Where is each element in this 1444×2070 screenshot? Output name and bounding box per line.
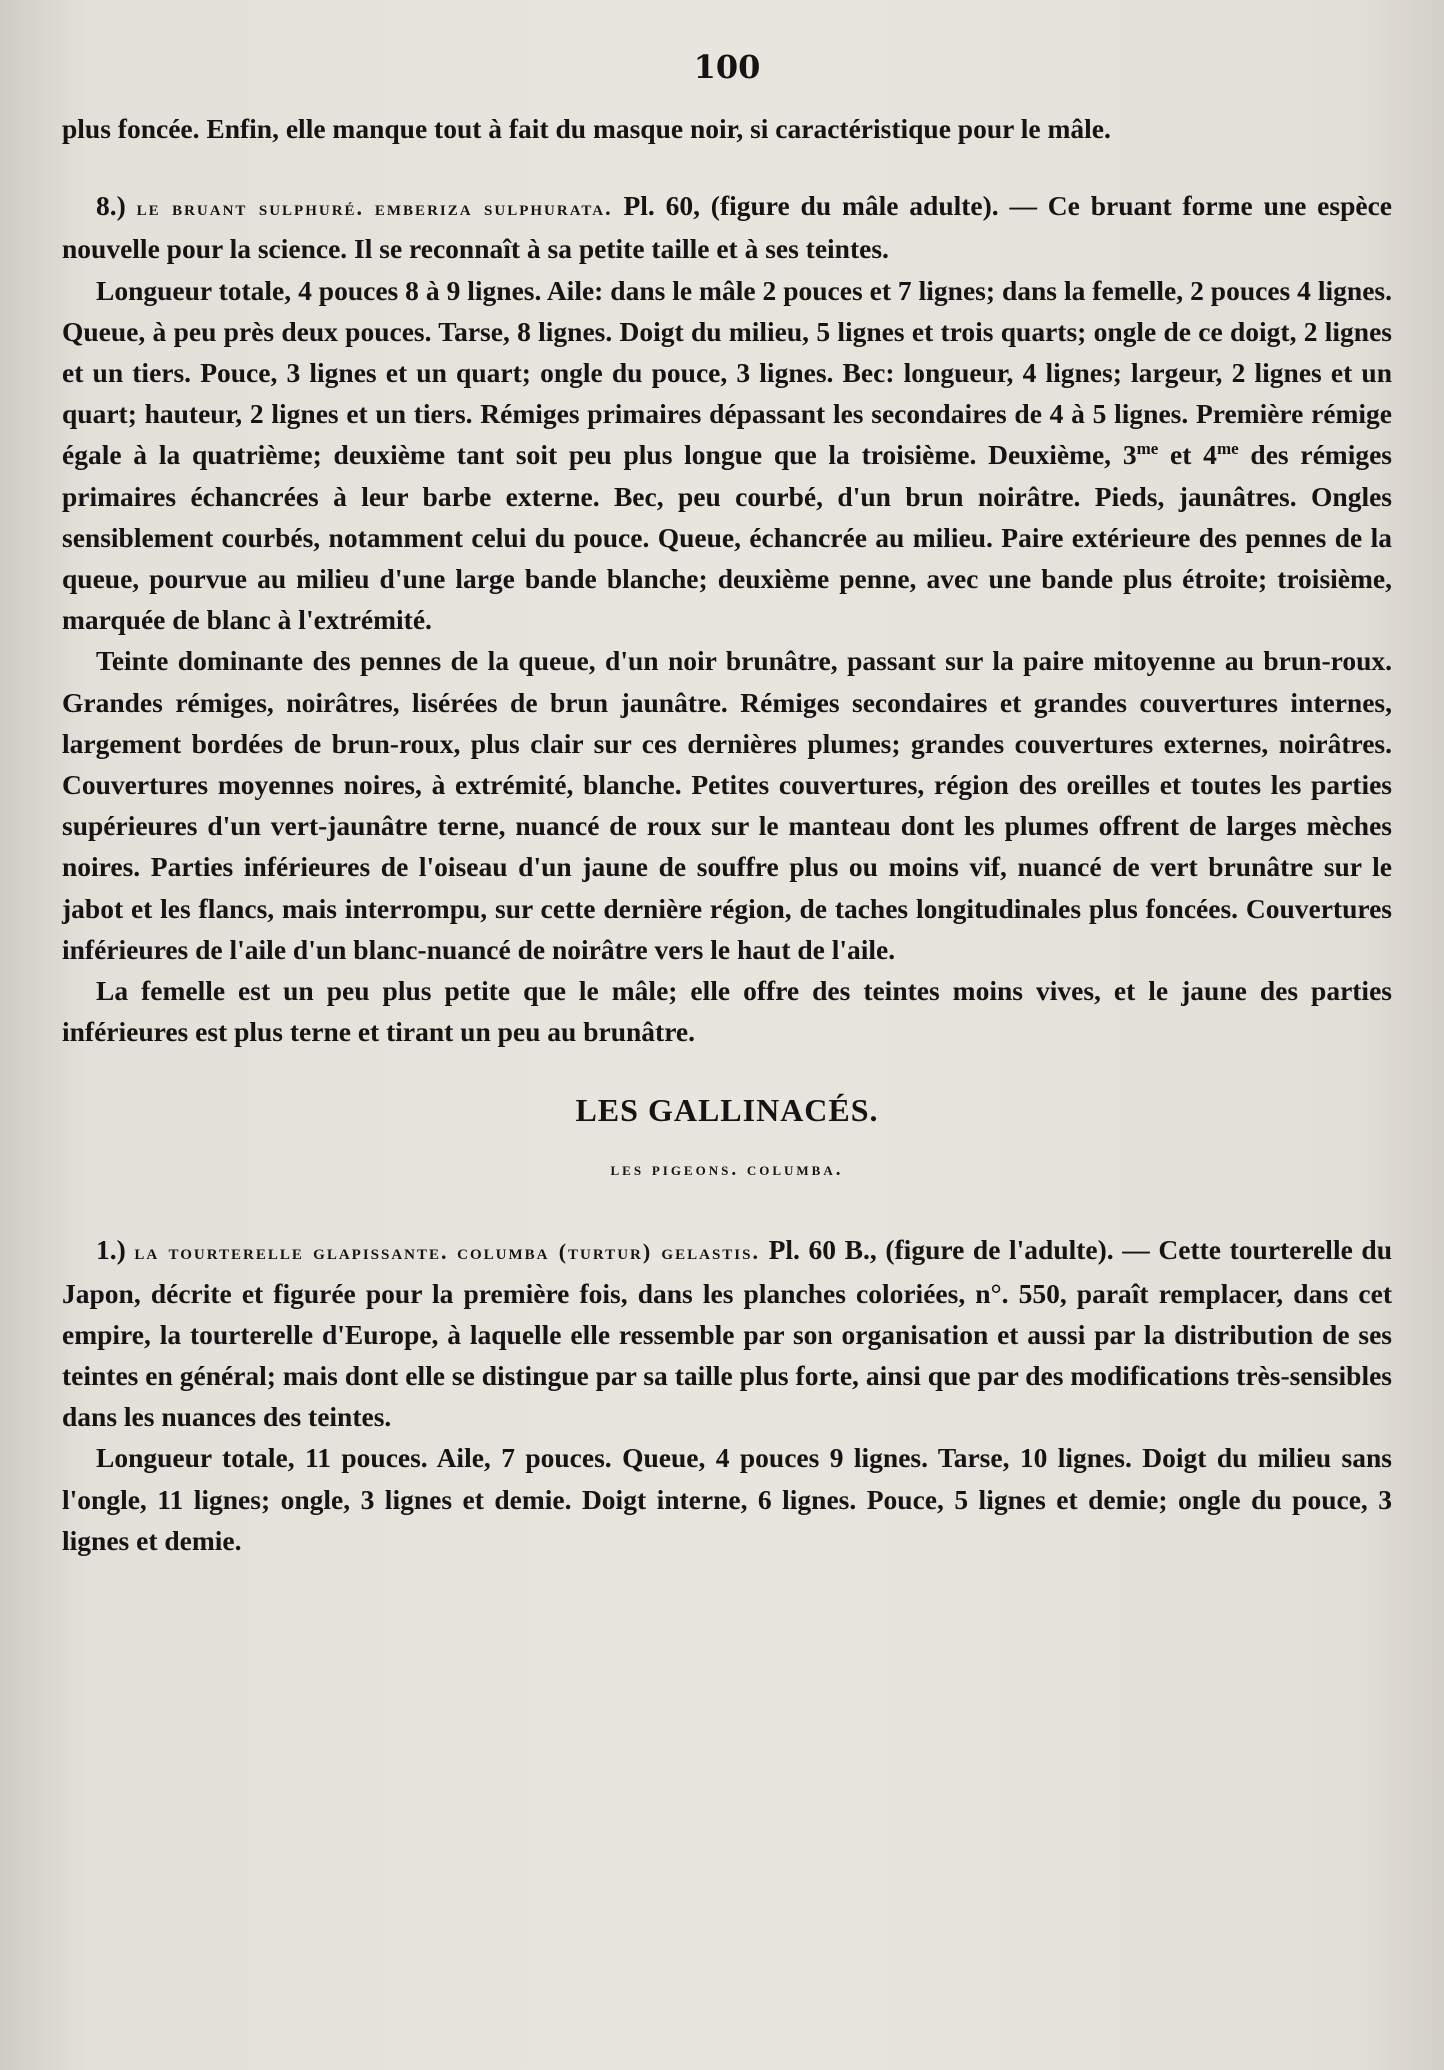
page-number: 100 xyxy=(693,48,761,86)
paragraph-colors: Teinte dominante des pennes de la queue, d'un noir brunâtre, passant sur la paire mitoyenne au brun-roux. Grandes rémiges, noirâtres, lisérées de brun jaunâtre. Rémiges secondaires et grandes couvertures internes, largement bordées de brun-roux, plus clair sur ces dernières plumes; grandes couvertures externes, noirâtres. Couvertures moyennes noires, à extrémité, blanche. Petites couvertures, région des oreilles et toutes les parties supérieures d'un vert-jaunâtre terne, nuancé de roux sur le manteau dont les plumes offrent de larges mèches noires. Parties inférieures de l'oiseau d'un jaune de souffre plus ou moins vif, nuancé de vert brunâtre sur le jabot et les flancs, mais interrompu, sur cette dernière région, de taches longitudinales plus foncées. Couvertures inférieures de l'aile d'un blanc-nuancé de noirâtre vers le haut de l'aile. xyxy=(62,645,1392,965)
species-name-latin: columba (turtur) gelastis. xyxy=(457,1239,760,1265)
species-reference: Pl. 60 B., (figure de l'adulte). — Cette tourterelle du Japon, décrite et figurée pour la première fois, dans les planches coloriées, n°. 550, paraît remplacer, dans cet empire, la tourterelle d'Europe, à laquelle elle ressemble par son organisation et aussi par la distribution de ses teintes en général; mais dont elle se distingue par sa taille plus forte, ainsi que par des modifications très-sensibles dans les nuances des teintes. xyxy=(62,1234,1392,1433)
species-number: 1.) xyxy=(96,1234,126,1266)
superscript-me: me xyxy=(1136,439,1159,459)
measurements-text-b: et 4 xyxy=(1158,439,1217,471)
spacer xyxy=(62,149,1392,185)
superscript-me: me xyxy=(1216,439,1239,459)
species-name-latin: emberiza sulphurata. xyxy=(374,195,613,221)
species-name-french: le bruant sulphuré. xyxy=(136,195,365,221)
species-name-french: la tourterelle glapissante. xyxy=(134,1239,449,1265)
species-number: 8.) xyxy=(96,190,126,222)
paragraph-measurements xyxy=(62,270,1392,641)
paragraph-female: La femelle est un peu plus petite que le mâle; elle offre des teintes moins vives, et le jaune des parties inférieures est plus terne et tirant un peu au brunâtre. xyxy=(62,975,1392,1048)
paragraph-measurements: Longueur totale, 11 pouces. Aile, 7 pouces. Queue, 4 pouces 9 lignes. Tarse, 10 lignes. Doigt du milieu sans l'ongle, 11 lignes; ongle, 3 lignes et demie. Doigt interne, 6 lignes. Pouce, 5 lignes et demie; ongle du pouce, 3 lignes et demie. xyxy=(62,1442,1392,1556)
subsection-title: les pigeons. columba. xyxy=(610,1159,844,1181)
paragraph-continuation: plus foncée. Enfin, elle manque tout à fait du masque noir, si caractéristique pour le mâle. xyxy=(62,113,1111,144)
measurements-text-a: Longueur totale, 4 pouces 8 à 9 lignes. Aile: dans le mâle 2 pouces et 7 lignes; dans la femelle, 2 pouces 4 lignes. Queue, à peu près deux pouces. Tarse, 8 lignes. Doigt du milieu, 5 lignes et trois quarts; ongle de ce doigt, 2 lignes et un tiers. Pouce, 3 lignes et un quart; ongle du pouce, 3 lignes. Bec: longueur, 4 lignes; largeur, 2 lignes et un quart; hauteur, 2 lignes et un tiers. Rémiges primaires dépassant les secondaires de 4 à 5 lignes. Première rémige égale à la quatrième; deuxième tant soit peu plus longue que la troisième. Deuxième, 3 xyxy=(62,274,1392,471)
species-reference: Pl. 60, (figure du mâle adulte). — Ce bruant forme une espèce nouvelle pour la science. Il se reconnaît à sa petite taille et à ses teintes. xyxy=(62,190,1393,265)
species-entry-bruant xyxy=(62,185,1392,269)
measurements-text-c: des rémiges primaires échancrées à leur barbe externe. Bec, peu courbé, d'un brun noirâtre. Pieds, jaunâtres. Ongles sensiblement courbés, notamment celui du pouce. Queue, échancrée au milieu. Paire extérieure des pennes de la queue, pourvue au milieu d'une large bande blanche; deuxième penne, avec une bande plus étroite; troisième, marquée de blanc à l'extrémité. xyxy=(62,439,1392,636)
section-title: LES GALLINACÉS. xyxy=(575,1092,879,1129)
species-entry-tourterelle xyxy=(62,1229,1392,1437)
